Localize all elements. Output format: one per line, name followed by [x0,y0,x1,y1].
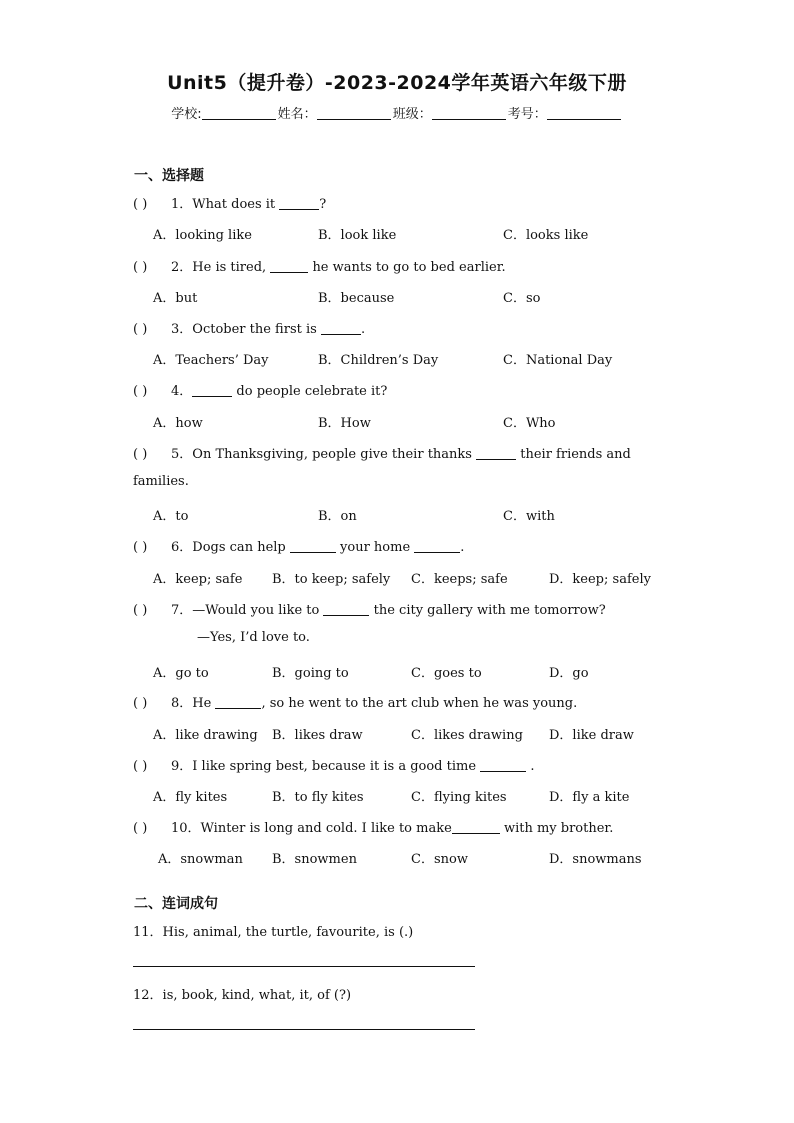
option-c[interactable]: C．snow [411,852,468,867]
question-text: He is tired, [192,260,267,275]
question-text: October the first is [192,322,317,337]
question-text-end: , so he went to the art club when he was young. [261,696,578,711]
answer-blank [323,603,369,616]
question-text-end: . [530,759,535,774]
answer-blank [279,197,319,210]
question-text-mid: your home [340,540,411,555]
question-10 [133,817,613,836]
question-3 [133,318,365,337]
question-number: 1． [171,197,193,212]
answer-blank [321,322,361,335]
question-text: Dogs can help [192,540,286,555]
question-number: 2． [171,260,193,275]
question-text-end: with my brother. [503,821,614,836]
option-b[interactable]: B．snowmen [272,852,357,867]
answer-line-11[interactable] [133,966,475,967]
answer-bracket[interactable]: ( ) [133,260,148,275]
option-c[interactable]: C．so [503,291,541,306]
option-c[interactable]: C．goes to [411,666,482,681]
option-a[interactable]: A．looking like [153,228,252,243]
option-a[interactable]: A．how [153,416,203,431]
class-blank[interactable] [432,107,506,120]
question-number: 7． [171,603,193,618]
option-d[interactable]: D．fly a kite [549,790,630,805]
question-number: 8． [171,696,193,711]
option-a[interactable]: A．Teachers’ Day [153,353,269,368]
option-a[interactable]: A．go to [153,666,209,681]
question-number: 3． [171,322,193,337]
option-c[interactable]: C．Who [503,416,556,431]
section-heading-choice: 一、选择题 [134,168,204,184]
question-5-continuation: families. [133,474,189,489]
answer-bracket[interactable]: ( ) [133,759,148,774]
answer-bracket[interactable]: ( ) [133,322,148,337]
question-2 [133,256,506,275]
answer-blank [480,759,526,772]
option-c[interactable]: C．with [503,509,555,524]
question-text: —Would you like to [192,603,320,618]
option-a[interactable]: A．to [153,509,189,524]
option-c[interactable]: C．likes drawing [411,728,523,743]
option-a[interactable]: A．but [153,291,198,306]
question-text: I like spring best, because it is a good time [192,759,477,774]
answer-bracket[interactable]: ( ) [133,197,148,212]
question-1 [133,193,326,212]
number-label: 考号： [507,107,547,122]
answer-bracket[interactable]: ( ) [133,384,148,399]
question-9 [133,755,534,774]
class-label: 班级： [392,107,432,122]
answer-blank [476,447,516,460]
school-label: 学校: [171,107,202,122]
option-a[interactable]: A．like drawing [153,728,258,743]
question-text: On Thanksgiving, people give their thanks [192,447,472,462]
question-4 [133,380,387,399]
option-c[interactable]: C．National Day [503,353,613,368]
option-b[interactable]: B．because [318,291,395,306]
option-b[interactable]: B．on [318,509,357,524]
answer-line-12[interactable] [133,1029,475,1030]
question-12: 12．is, book, kind, what, it, of (?) [133,988,352,1003]
answer-bracket[interactable]: ( ) [133,447,148,462]
option-d[interactable]: D．like draw [549,728,634,743]
question-text-end: do people celebrate it? [236,384,388,399]
option-a[interactable]: A．fly kites [153,790,228,805]
answer-bracket[interactable]: ( ) [133,540,148,555]
section-heading-sentence: 二、连词成句 [134,896,218,912]
page-title: Unit5（提升卷）-2023-2024学年英语六年级下册 [167,72,627,94]
question-text-end: . [460,540,465,555]
question-text-end: their friends and [520,447,631,462]
option-d[interactable]: D．keep; safely [549,572,651,587]
option-b[interactable]: B．look like [318,228,397,243]
option-b[interactable]: B．to fly kites [272,790,364,805]
option-c[interactable]: C．looks like [503,228,589,243]
question-text: He [192,696,212,711]
option-d[interactable]: D．go [549,666,589,681]
option-a[interactable]: A．snowman [158,852,243,867]
number-blank[interactable] [547,107,621,120]
answer-bracket[interactable]: ( ) [133,821,148,836]
option-b[interactable]: B．going to [272,666,349,681]
question-number: 4． [171,384,193,399]
question-number: 6． [171,540,193,555]
option-b[interactable]: B．likes draw [272,728,363,743]
question-text-end: ? [319,197,327,212]
name-blank[interactable] [317,107,391,120]
question-text-end: . [360,322,366,337]
answer-blank [452,821,500,834]
question-8 [133,692,577,711]
answer-blank-2 [414,540,460,553]
student-info-row [0,103,794,122]
option-a[interactable]: A．keep; safe [153,572,243,587]
name-label: 姓名： [277,107,317,122]
answer-blank [270,260,308,273]
option-b[interactable]: B．Children’s Day [318,353,439,368]
option-d[interactable]: D．snowmans [549,852,642,867]
question-11: 11．His, animal, the turtle, favourite, is (.) [133,925,414,940]
school-blank[interactable] [202,107,276,120]
option-b[interactable]: B．to keep; safely [272,572,391,587]
question-text: Winter is long and cold. I like to make [200,821,452,836]
question-7-reply: —Yes, I’d love to. [197,630,310,645]
answer-bracket[interactable]: ( ) [133,696,148,711]
question-text-end: he wants to go to bed earlier. [312,260,506,275]
option-c[interactable]: C．keeps; safe [411,572,508,587]
question-6 [133,536,464,555]
answer-blank [192,384,232,397]
question-text-end: the city gallery with me tomorrow? [373,603,606,618]
question-text: What does it [192,197,276,212]
option-b[interactable]: B．How [318,416,371,431]
question-number: 9． [171,759,193,774]
question-7 [133,599,606,618]
answer-blank [290,540,336,553]
question-number: 10． [171,821,201,836]
question-number: 5． [171,447,193,462]
answer-bracket[interactable]: ( ) [133,603,148,618]
option-c[interactable]: C．flying kites [411,790,507,805]
answer-blank [215,696,261,709]
question-5 [133,443,631,462]
